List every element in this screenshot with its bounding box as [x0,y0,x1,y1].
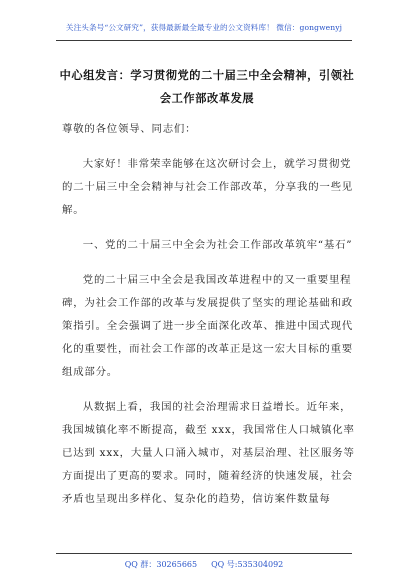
salutation: 尊敬的各位领导、同志们： [62,123,197,135]
header-promo-text: 关注头条号“公文研究”，获得最新最全最专业的公文资料库！ 微信：gongwenyj [65,23,343,32]
document-title: 中心组发言：学习贯彻党的二十届三中全会精神，引领社会工作部改革发展 [59,69,355,105]
header-divider [56,40,352,41]
body-paragraph: 大家好！非常荣幸能够在这次研讨会上，就学习贯彻党的二十届三中全会精神与社会工作部改革，分享我的一些见解。 [62,158,353,216]
footer-divider [56,553,352,554]
document-body [62,118,358,523]
section-heading: 一、党的二十届三中全会为社会工作部改革筑牢“基石” [82,239,353,251]
body-paragraph: 党的二十届三中全会是我国改革进程中的又一重要里程碑，为社会工作部的改革与发展提供了坚实的理论基础和政策指引。全会强调了进一步全面深化改革、推进中国式现代化的重要性，而社会工作部的改革正是这一宏大目标的重要组成部分。 [62,274,353,378]
footer-qq-group: QQ 群：30265665 [124,560,198,569]
footer-qq-number: QQ 号:535304092 [211,560,284,569]
footer-contact [0,559,408,570]
body-paragraph: 从数据上看，我国的社会治理需求日益增长。近年来，我国城镇化率不断提高，截至 xxx，我国常住人口城镇化率已达到 xxx，大量人口涌入城市，对基层治理、社区服务等方面提出了更高的要求。同时，随着经济的快速发展，社会矛盾也呈现出多样化、复杂化的趋势，信访案件数量每 [62,401,355,505]
